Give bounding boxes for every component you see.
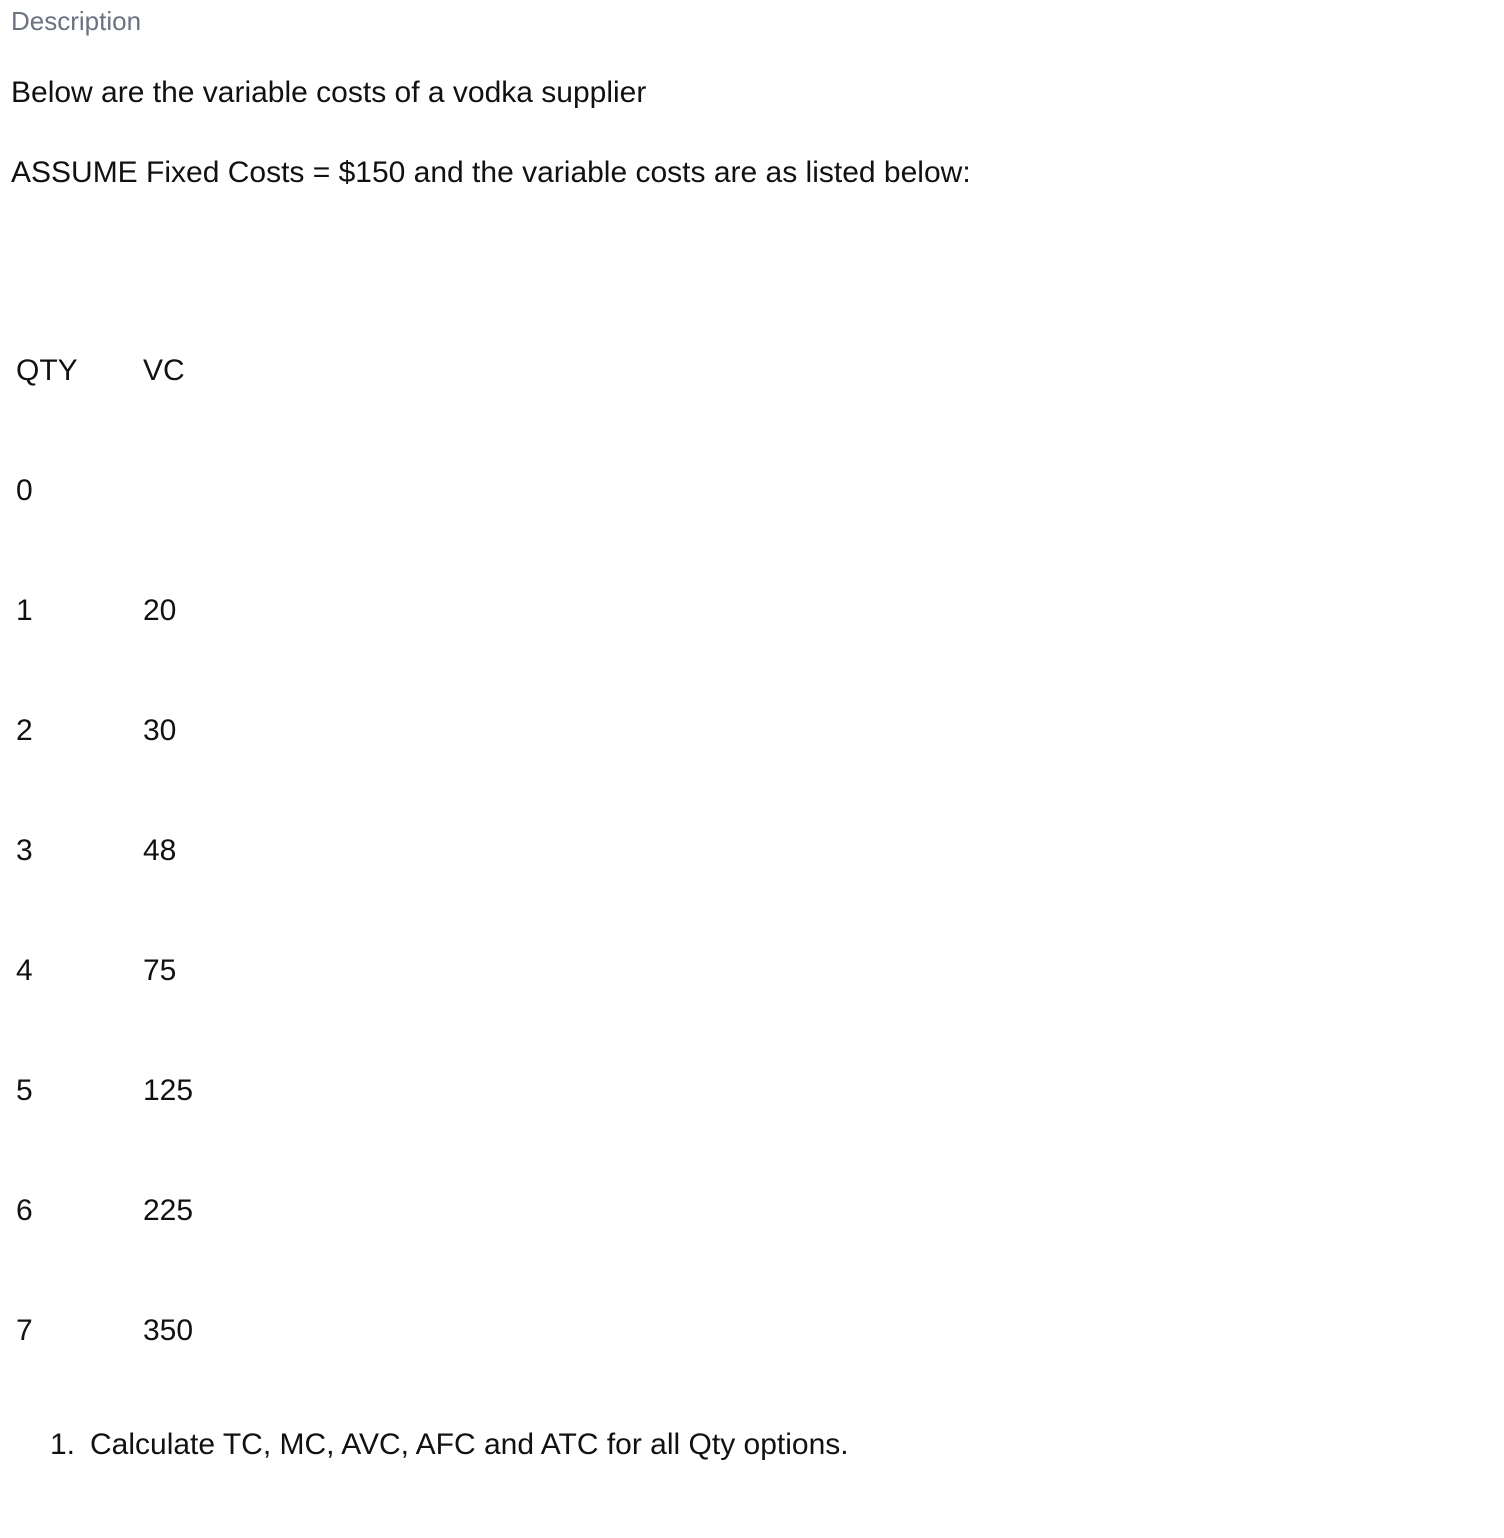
intro-paragraph: Below are the variable costs of a vodka supplier <box>11 76 647 109</box>
vc-cell: 20 <box>143 594 177 627</box>
table-row <box>16 1065 343 1185</box>
table-row <box>16 705 343 825</box>
qty-cell: 7 <box>16 1314 33 1347</box>
table-row <box>16 465 343 585</box>
table-row <box>16 945 343 1065</box>
qty-cell: 1 <box>16 594 33 627</box>
table-header-row <box>16 345 343 465</box>
vc-cell: 48 <box>143 834 177 867</box>
qty-cell: 3 <box>16 834 33 867</box>
vc-cell: 350 <box>143 1314 194 1347</box>
assumption-paragraph: ASSUME Fixed Costs = $150 and the variable costs are as listed below: <box>11 156 971 189</box>
table-row <box>16 585 343 705</box>
qty-column-header: QTY <box>16 354 78 387</box>
list-item-number: 1. <box>50 1428 76 1461</box>
table-row <box>16 825 343 945</box>
task-list <box>50 1423 849 1467</box>
list-item-text: Calculate TC, MC, AVC, AFC and ATC for all Qty options. <box>90 1428 849 1461</box>
vc-cell: 30 <box>143 714 177 747</box>
vc-column-header: VC <box>143 354 185 387</box>
qty-cell: 4 <box>16 954 33 987</box>
qty-cell: 2 <box>16 714 33 747</box>
vc-cell: 75 <box>143 954 177 987</box>
vc-cell: 225 <box>143 1194 194 1227</box>
vc-cell <box>143 465 343 585</box>
table-row <box>16 1305 343 1425</box>
section-label: Description <box>11 6 142 36</box>
list-item <box>50 1423 849 1467</box>
table-row <box>16 1185 343 1305</box>
qty-cell: 0 <box>16 474 33 507</box>
qty-cell: 6 <box>16 1194 33 1227</box>
vc-cell: 125 <box>143 1074 194 1107</box>
variable-cost-table <box>16 345 343 1425</box>
qty-cell: 5 <box>16 1074 33 1107</box>
